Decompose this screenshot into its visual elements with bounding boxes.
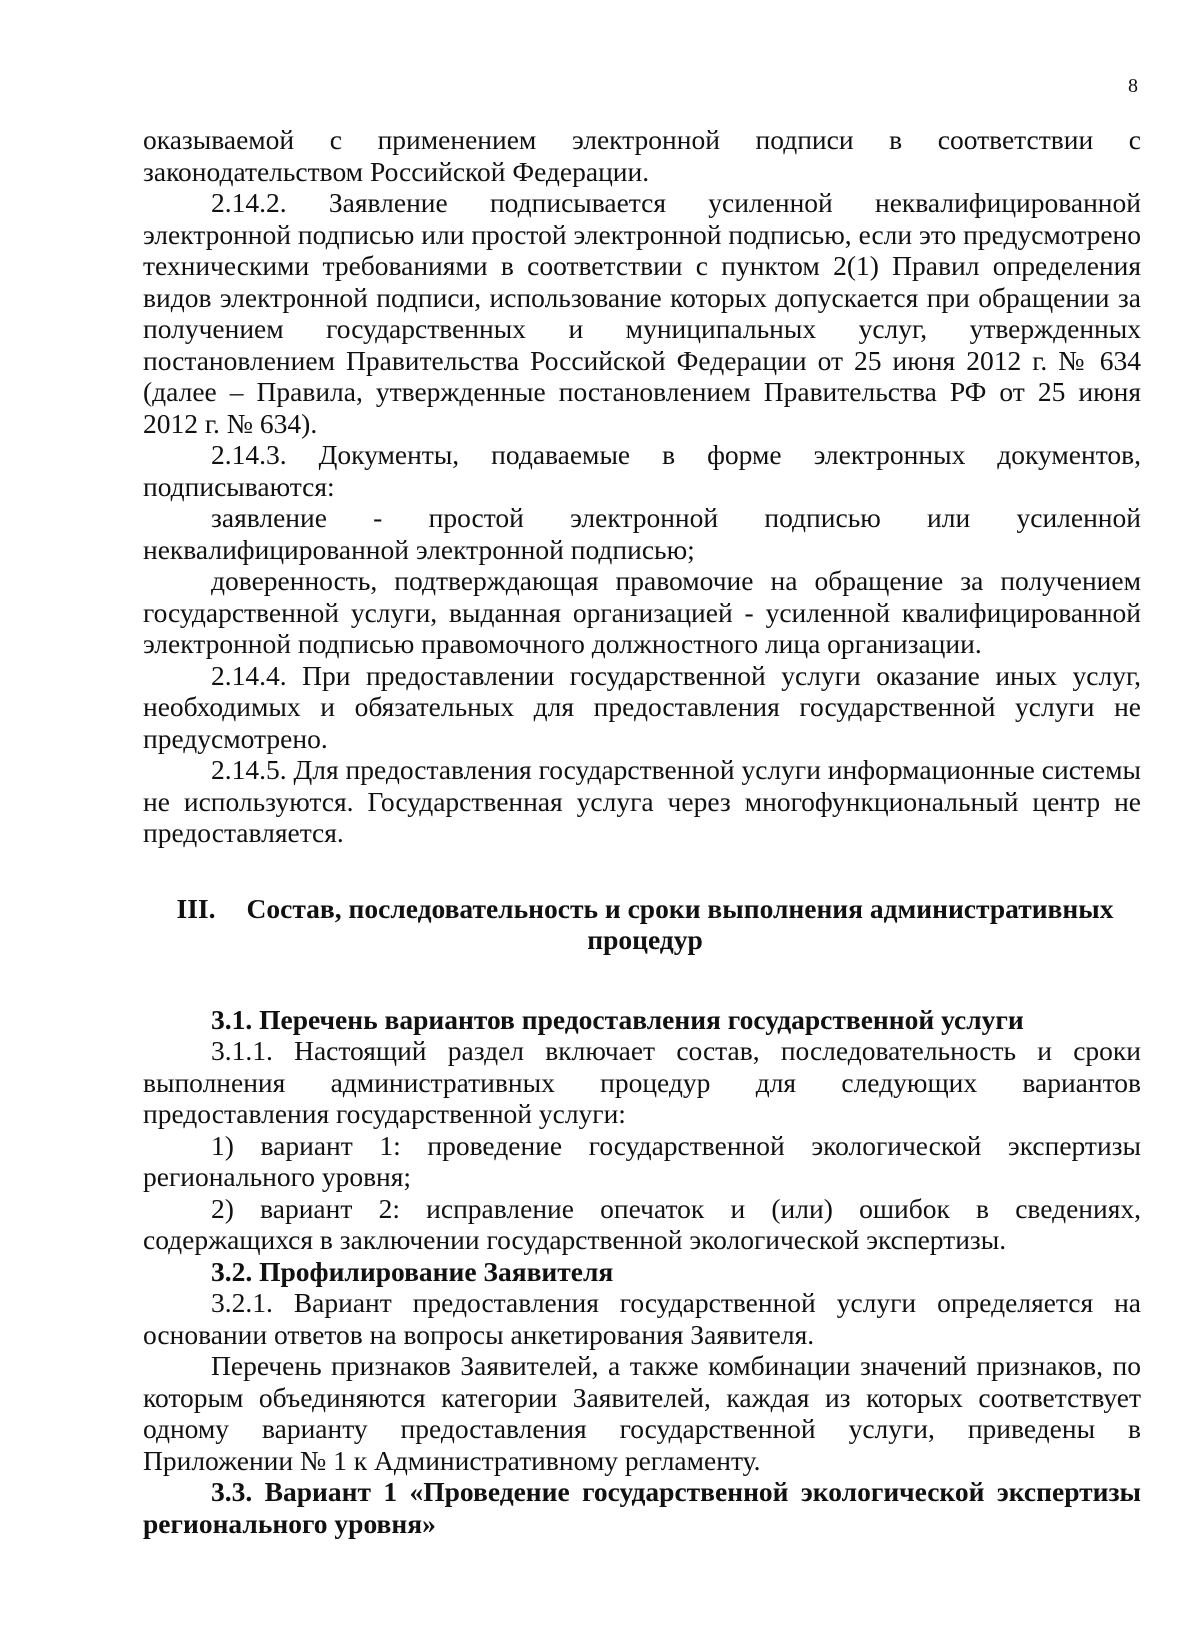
section-number: III.: [176, 892, 216, 924]
paragraph-2-14-5: 2.14.5. Для предоставления государственной услуги информационные системы не используются. Государственная услуга через многофункциональный центр не предоставляется.: [143, 754, 1141, 848]
paragraph-application-signature: заявление - простой электронной подписью или усиленной неквалифицированной электронной подписью;: [143, 502, 1141, 565]
paragraph: оказываемой с применением электронной подписи в соответствии с законодательством Российской Федерации.: [143, 124, 1141, 187]
paragraph-3-1-1: 3.1.1. Настоящий раздел включает состав, последовательность и сроки выполнения административных процедур для следующих вариантов предоставления государственной услуги:: [143, 1035, 1141, 1129]
page-number: 8: [1128, 75, 1138, 97]
subsection-heading-3-2: 3.2. Профилирование Заявителя: [211, 1255, 614, 1287]
paragraph-2-14-4: 2.14.4. При предоставлении государственной услуги оказание иных услуг, необходимых и обязательных для предоставления государственной услуги не предусмотрено.: [143, 659, 1141, 754]
paragraph-2-14-3: 2.14.3. Документы, подаваемые в форме электронных документов, подписываются:: [143, 439, 1141, 502]
paragraph-power-of-attorney: доверенность, подтверждающая правомочие на обращение за получением государственной услуги, выданная организацией - усиленной квалифицированной электронной подписью правомочного должностного лица организации.: [143, 565, 1141, 659]
section-title: Состав, последовательность и сроки выполнения административных процедур: [246, 892, 1114, 955]
document-body: [143, 124, 1141, 1539]
paragraph-2-14-2: 2.14.2. Заявление подписывается усиленной неквалифицированной электронной подписью или простой электронной подписью, если это предусмотрено техническими требованиями в соответствии с пунктом 2(1) Правил определения видов электронной подписи, использование которых допускается при обращении за получением государственных и муниципальных услуг, утвержденных постановлением Правительства Российской Федерации от 25 июня 2012 г. № 634 (далее – Правила, утвержденные постановлением Правительства РФ от 25 июня 2012 г. № 634).: [143, 187, 1141, 439]
paragraph-3-2-1: 3.2.1. Вариант предоставления государственной услуги определяется на основании ответов на вопросы анкетирования Заявителя.: [143, 1287, 1141, 1350]
subsection-heading-3-3: 3.3. Вариант 1 «Проведение государственной экологической экспертизы регионального уровня»: [143, 1476, 1141, 1539]
list-item-variant-2: 2) вариант 2: исправление опечаток и (или) ошибок в сведениях, содержащихся в заключении государственной экологической экспертизы.: [143, 1192, 1141, 1255]
list-item-variant-1: 1) вариант 1: проведение государственной экологической экспертизы регионального уровня;: [143, 1129, 1141, 1192]
paragraph-applicant-criteria: Перечень признаков Заявителей, а также комбинации значений признаков, по которым объединяются категории Заявителей, каждая из которых соответствует одному варианту предоставления государственной услуги, приведены в Приложении № 1 к Административному регламенту.: [143, 1350, 1141, 1476]
subsection-heading-3-1: 3.1. Перечень вариантов предоставления государственной услуги: [211, 1003, 1024, 1035]
section-heading: [143, 893, 1141, 956]
